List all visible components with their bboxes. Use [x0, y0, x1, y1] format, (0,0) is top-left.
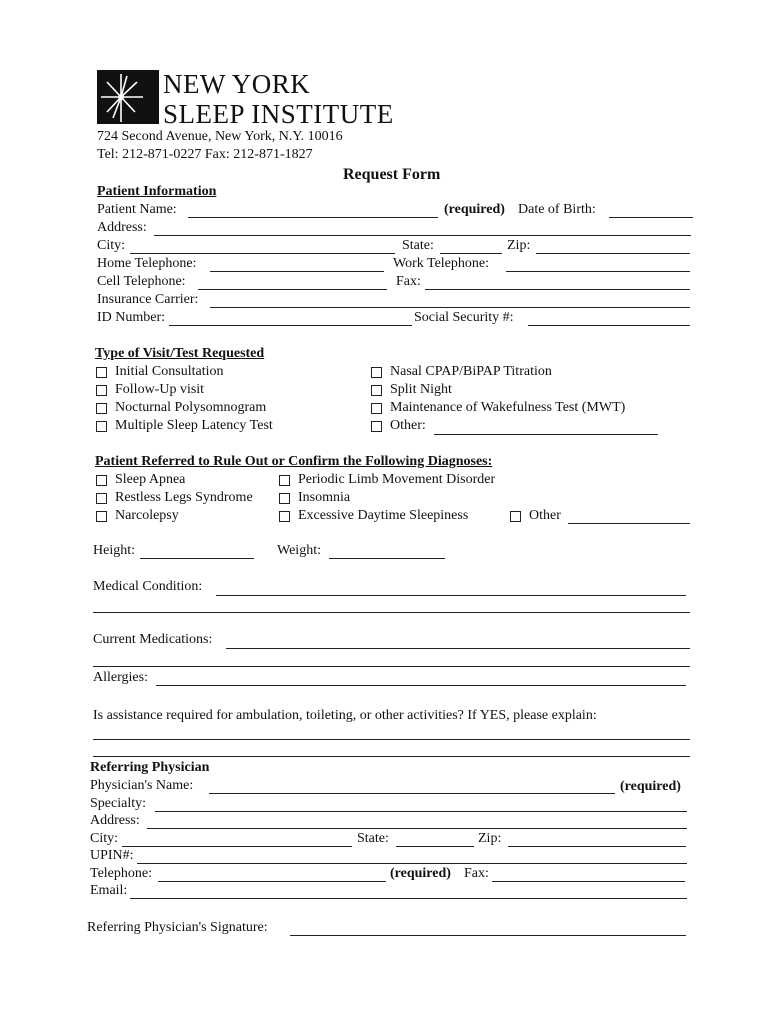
physician-city-label: City:	[90, 831, 119, 846]
visit-checkbox[interactable]	[96, 403, 107, 414]
diagnosis-other-label: Other	[529, 508, 561, 523]
visit-checkbox[interactable]	[96, 367, 107, 378]
patient-state-field[interactable]	[440, 253, 502, 254]
id-number-field[interactable]	[169, 325, 412, 326]
physician-telephone-field[interactable]	[158, 881, 386, 882]
work-phone-field[interactable]	[506, 271, 690, 272]
medications-field-2[interactable]	[93, 666, 690, 667]
physician-name-label: Physician's Name:	[90, 778, 194, 793]
diagnosis-other-field[interactable]	[568, 523, 690, 524]
visit-option: Initial Consultation	[115, 364, 224, 379]
cell-phone-label: Cell Telephone:	[97, 274, 186, 289]
physician-zip-label: Zip:	[478, 831, 502, 846]
patient-name-required: (required)	[444, 202, 505, 217]
medical-condition-field[interactable]	[216, 595, 686, 596]
diagnosis-checkbox[interactable]	[96, 511, 107, 522]
height-field[interactable]	[140, 558, 254, 559]
signature-field[interactable]	[290, 935, 686, 936]
visit-option: Nasal CPAP/BiPAP Titration	[390, 364, 552, 379]
diagnosis-option: Excessive Daytime Sleepiness	[298, 508, 469, 523]
assistance-question: Is assistance required for ambulation, toileting, or other activities? If YES, please explain:	[93, 708, 597, 723]
visit-option: Multiple Sleep Latency Test	[115, 418, 273, 433]
diagnoses-section-heading: Patient Referred to Rule Out or Confirm the Following Diagnoses:	[95, 454, 493, 469]
height-label: Height:	[93, 543, 135, 558]
diagnosis-checkbox[interactable]	[279, 511, 290, 522]
org-phone-fax: Tel: 212-871-0227 Fax: 212-871-1827	[97, 147, 313, 162]
work-phone-label: Work Telephone:	[393, 256, 489, 271]
assistance-field[interactable]	[93, 739, 690, 740]
visit-checkbox[interactable]	[371, 403, 382, 414]
diagnosis-option: Sleep Apnea	[115, 472, 186, 487]
logo-mark	[97, 70, 159, 128]
dob-label: Date of Birth:	[518, 202, 596, 217]
physician-fax-label: Fax:	[464, 866, 489, 881]
form-title: Request Form	[343, 166, 441, 183]
insurance-label: Insurance Carrier:	[97, 292, 199, 307]
org-name-line2: SLEEP INSTITUTE	[163, 99, 394, 129]
physician-section-heading: Referring Physician	[90, 760, 210, 775]
home-phone-field[interactable]	[210, 271, 384, 272]
email-field[interactable]	[130, 898, 687, 899]
visit-checkbox[interactable]	[371, 385, 382, 396]
visit-option: Follow-Up visit	[115, 382, 205, 397]
patient-name-label: Patient Name:	[97, 202, 177, 217]
medications-label: Current Medications:	[93, 632, 213, 647]
visit-option: Nocturnal Polysomnogram	[115, 400, 267, 415]
diagnosis-checkbox[interactable]	[279, 475, 290, 486]
diagnosis-option: Insomnia	[298, 490, 351, 505]
ssn-label: Social Security #:	[414, 310, 514, 325]
physician-fax-field[interactable]	[492, 881, 685, 882]
patient-section-heading: Patient Information	[97, 184, 217, 199]
patient-address-field[interactable]	[154, 235, 691, 236]
visit-option: Split Night	[390, 382, 452, 397]
patient-fax-label: Fax:	[396, 274, 421, 289]
specialty-label: Specialty:	[90, 796, 146, 811]
insurance-field[interactable]	[210, 307, 690, 308]
allergies-label: Allergies:	[93, 670, 148, 685]
visit-checkbox[interactable]	[96, 385, 107, 396]
visit-other-field[interactable]	[434, 434, 658, 435]
diagnosis-option: Periodic Limb Movement Disorder	[298, 472, 496, 487]
assistance-field-2[interactable]	[93, 756, 690, 757]
patient-zip-label: Zip:	[507, 238, 531, 253]
physician-address-field[interactable]	[147, 828, 687, 829]
visit-checkbox[interactable]	[371, 421, 382, 432]
visit-section-heading: Type of Visit/Test Requested	[95, 346, 265, 361]
cell-phone-field[interactable]	[198, 289, 387, 290]
weight-field[interactable]	[329, 558, 445, 559]
patient-state-label: State:	[402, 238, 434, 253]
physician-state-field[interactable]	[396, 846, 474, 847]
medical-condition-label: Medical Condition:	[93, 579, 203, 594]
diagnosis-checkbox[interactable]	[510, 511, 521, 522]
physician-zip-field[interactable]	[508, 846, 686, 847]
ssn-field[interactable]	[528, 325, 690, 326]
diagnosis-checkbox[interactable]	[279, 493, 290, 504]
email-label: Email:	[90, 883, 128, 898]
starburst-icon	[97, 70, 159, 128]
org-address: 724 Second Avenue, New York, N.Y. 10016	[97, 129, 343, 144]
upin-label: UPIN#:	[90, 848, 134, 863]
physician-name-field[interactable]	[209, 793, 615, 794]
diagnosis-option: Restless Legs Syndrome	[115, 490, 253, 505]
physician-state-label: State:	[357, 831, 389, 846]
diagnosis-checkbox[interactable]	[96, 493, 107, 504]
patient-city-field[interactable]	[130, 253, 395, 254]
medical-condition-field-2[interactable]	[93, 612, 690, 613]
physician-city-field[interactable]	[122, 846, 352, 847]
diagnosis-option: Narcolepsy	[115, 508, 179, 523]
org-name-line1: NEW YORK	[163, 69, 311, 99]
upin-field[interactable]	[137, 863, 687, 864]
specialty-field[interactable]	[155, 811, 687, 812]
visit-option: Maintenance of Wakefulness Test (MWT)	[390, 400, 626, 415]
patient-fax-field[interactable]	[425, 289, 690, 290]
physician-name-required: (required)	[620, 779, 681, 794]
diagnosis-checkbox[interactable]	[96, 475, 107, 486]
physician-telephone-label: Telephone:	[90, 866, 152, 881]
patient-city-label: City:	[97, 238, 126, 253]
visit-option: Other:	[390, 418, 426, 433]
physician-address-label: Address:	[90, 813, 140, 828]
signature-label: Referring Physician's Signature:	[87, 920, 268, 935]
allergies-field[interactable]	[156, 685, 686, 686]
physician-telephone-required: (required)	[390, 866, 451, 881]
patient-address-label: Address:	[97, 220, 147, 235]
visit-checkbox[interactable]	[371, 367, 382, 378]
patient-zip-field[interactable]	[536, 253, 690, 254]
visit-checkbox[interactable]	[96, 421, 107, 432]
patient-name-field[interactable]	[188, 217, 438, 218]
id-number-label: ID Number:	[97, 310, 166, 325]
home-phone-label: Home Telephone:	[97, 256, 197, 271]
medications-field[interactable]	[226, 648, 690, 649]
dob-field[interactable]	[609, 217, 693, 218]
weight-label: Weight:	[277, 543, 321, 558]
